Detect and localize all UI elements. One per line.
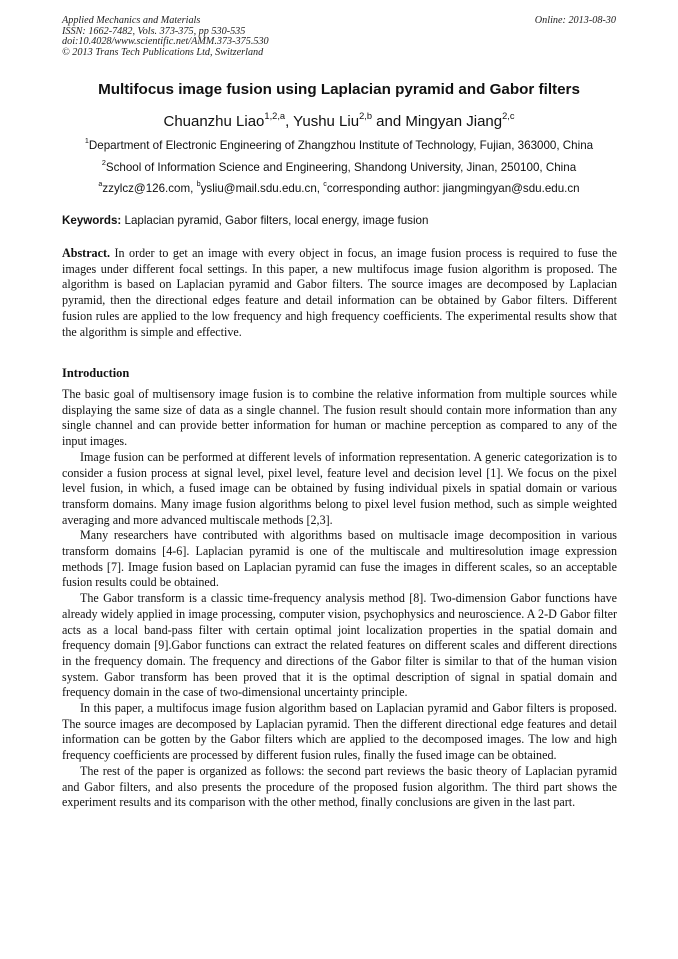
paragraph: In this paper, a multifocus image fusion algorithm based on Laplacian pyramid and Gabor filters is proposed. The source images are decomposed by Laplacian pyramid. Then the different directional edge features and detail information can be gotten by the Gabor filters which are applied to the decomposed images. The low and high frequency coefficients are processed by different fusion rules, finally the fused image can be obtained. [62,701,617,763]
section-heading-introduction: Introduction [62,366,130,380]
paragraph: The basic goal of multisensory image fusion is to combine the relative information from multiple sources while displaying the same size of data as a single channel. The fusion result should contain more information than any single channel and can provide better information for human or machine perception as compared to any of the input images. [62,387,617,449]
keywords [62,214,618,227]
email-superscript: c [323,179,327,189]
paragraph: Image fusion can be performed at different levels of information representation. A generic categorization is to consider a fusion process at signal level, pixel level, feature level and decision level [1]. We focus on the pixel level fusion, in which, a fused image can be obtained by fusing individual pixels in spatial domain or various transform domains. Many image fusion algorithms belong to pixel level fusion method, such as simple weighted averaging and more advanced multiscale methods [2,3]. [62,449,617,527]
running-header [62,16,616,58]
issn-line: ISSN: 1662-7482, Vols. 373-375, pp 530-535 [62,25,246,37]
author-separator: and [372,113,406,130]
online-date: Online: 2013-08-30 [534,15,616,26]
copyright-line: © 2013 Trans Tech Publications Ltd, Switzerland [62,46,264,58]
journal-name: Applied Mechanics and Materials [62,15,201,26]
affiliation-superscript: 2 [101,158,106,168]
author-separator: , [285,113,294,130]
abstract-paragraph [62,246,617,340]
paper-title: Multifocus image fusion using Laplacian pyramid and Gabor filters [98,81,580,98]
author-name: Mingyan Jiang [405,113,503,130]
email-b[interactable]: ysliu@mail.sdu.edu.cn, [200,182,324,195]
author-name: Yushu Liu [293,113,360,130]
email-superscript: b [196,179,201,189]
author-superscript: 2,c [502,111,515,122]
author-list [0,113,678,130]
author-superscript: 1,2,a [264,111,286,122]
email-line [0,179,678,195]
email-superscript: a [98,179,103,189]
paragraph: The Gabor transform is a classic time-frequency analysis method [8]. Two-dimension Gabor functions have already widely applied in image processing, computer vision, psychophysics and neuroscience. A 2-D Gabor filter acts as a local band-pass filter with certain optimal joint localization properties in the spatial domain and frequency domain [9].Gabor functions can extract the related features on different scales and different directions in the frequency domain. The frequency and directions of the Gabor filter is similar to that of the human vision system. Gabor transform has been proved that it is the optimal description of signal in spatial domain and frequency domain in the case of two-dimensional uncertainty principle. [62,591,617,700]
email-a[interactable]: zzylcz@126.com, [102,182,197,195]
paragraph: Many researchers have contributed with algorithms based on multisacle image decomposition in various transform domains [4-6]. Laplacian pyramid is one of the multiscale and multiresolution image expression methods [7]. Image fusion based on Laplacian pyramid can fuse the images in different scales, so an acceptable fusion results could be obtained. [62,528,617,590]
doi-line[interactable]: doi:10.4028/www.scientific.net/AMM.373-375.530 [62,36,269,48]
abstract [62,246,617,340]
abstract-label: Abstract. [62,246,111,260]
affiliation-text: School of Information Science and Engineering, Shandong University, Jinan, 250100, China [105,161,577,174]
keywords-label: Keywords: [62,214,122,227]
affiliation-text: Department of Electronic Engineering of Zhangzhou Institute of Technology, Fujian, 363000, China [88,139,594,152]
paragraph: The rest of the paper is organized as follows: the second part reviews the basic theory of Laplacian pyramid and Gabor filters, and also presents the procedure of the proposed fusion algorithm. The third part shows the experiment results and its comparison with the other method, finally conclusions are given in the last part. [62,763,617,810]
affiliation-2 [0,158,678,174]
affiliation-1 [0,136,678,152]
abstract-text: In order to get an image with every object in focus, an image fusion process is required to fuse the images under different focal settings. In this paper, a new multifocus image fusion algorithm is proposed. The algorithm is based on Laplacian pyramid and Gabor filters. The source images are decomposed by Laplacian pyramid, then the directional edges feature and detail information can be obtained by Gabor filters. Different fusion rules are applied to the low frequency and high frequency coefficients. The experimental results show that the algorithm is simple and effective. [62,246,617,339]
email-c[interactable]: corresponding author: jiangmingyan@sdu.edu.cn [326,182,580,195]
keywords-text: Laplacian pyramid, Gabor filters, local energy, image fusion [121,214,429,227]
author-superscript: 2,b [359,111,372,122]
introduction-body [62,387,617,811]
author-name: Chuanzhu Liao [163,113,265,130]
affiliation-superscript: 1 [84,136,89,146]
